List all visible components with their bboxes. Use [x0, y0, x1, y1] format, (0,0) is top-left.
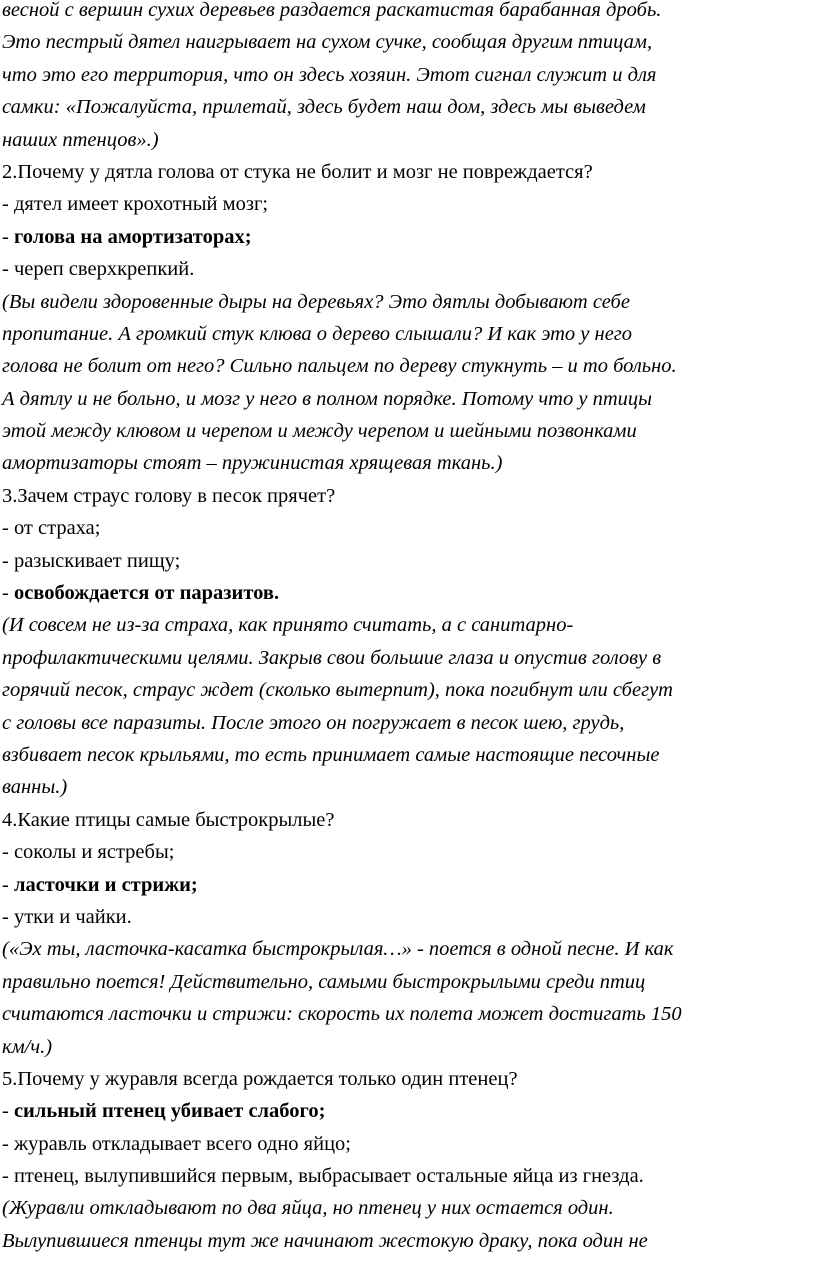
option-text-correct: сильный птенец убивает слабого;	[13, 1100, 326, 1123]
question-text: Почему у дятла голова от стука не болит и мозг не повреждается?	[17, 160, 593, 183]
question-number: 3.	[2, 484, 18, 507]
commentary-line: наших птенцов».)	[2, 128, 159, 151]
option-dash: -	[2, 841, 14, 864]
quiz-question	[2, 1063, 814, 1257]
question-text: Какие птицы самые быстрокрылые?	[17, 808, 335, 831]
question-number: 5.	[2, 1067, 18, 1090]
commentary-line: этой между клювом и черепом и между черепом и шейными позвонками	[2, 420, 637, 443]
question-heading	[2, 156, 814, 188]
option-text-correct: ласточки и стрижи;	[13, 873, 198, 896]
question-heading	[2, 804, 814, 836]
answer-option	[2, 545, 814, 577]
quiz-question	[2, 156, 814, 480]
answer-option-correct	[2, 1095, 814, 1127]
commentary-paragraph	[2, 0, 814, 156]
option-text: соколы и ястребы;	[13, 841, 175, 864]
question-text: Зачем страус голову в песок прячет?	[17, 484, 336, 507]
question-number: 2.	[2, 160, 18, 183]
answer-option	[2, 901, 814, 933]
answer-option	[2, 188, 814, 220]
commentary-line: правильно поется! Действительно, самыми быстрокрылыми среди птиц	[2, 970, 646, 993]
commentary-line: (Вы видели здоровенные дыры на деревьях? Это дятлы добывают себе	[2, 290, 630, 313]
question-text: Почему у журавля всегда рождается только один птенец?	[17, 1067, 518, 1090]
option-dash: -	[2, 258, 14, 281]
commentary-line: (И совсем не из-за страха, как принято считать, а с санитарно-	[2, 614, 574, 637]
question-heading	[2, 480, 814, 512]
document-page	[2, 0, 814, 1257]
option-text: журавль откладывает всего одно яйцо;	[13, 1132, 351, 1155]
commentary-line: считаются ласточки и стрижи: скорость их полета может достигать 150	[2, 1003, 682, 1026]
answer-option	[2, 512, 814, 544]
commentary-line: ванны.)	[2, 776, 68, 799]
answer-option	[2, 1128, 814, 1160]
commentary-line: взбивает песок крыльями, то есть принимает самые настоящие песочные	[2, 743, 660, 766]
commentary-line: (Журавли откладывают по два яйца, но птенец у них остается один.	[2, 1197, 614, 1220]
answer-option	[2, 1160, 814, 1192]
option-text-correct: голова на амортизаторах;	[13, 225, 252, 248]
option-dash: -	[2, 225, 14, 248]
option-dash: -	[2, 549, 14, 572]
commentary-line: («Эх ты, ласточка-касатка быстрокрылая…» - поется в одной песне. И как	[2, 938, 674, 961]
option-text: утки и чайки.	[13, 905, 132, 928]
commentary-line: км/ч.)	[2, 1035, 53, 1058]
commentary-line: А дятлу и не больно, и мозг у него в полном порядке. Потому что у птицы	[2, 387, 653, 410]
answer-option-correct	[2, 577, 814, 609]
option-dash: -	[2, 582, 14, 605]
option-text: разыскивает пищу;	[13, 549, 181, 572]
option-dash: -	[2, 517, 14, 540]
answer-option	[2, 836, 814, 868]
commentary-line: самки: «Пожалуйста, прилетай, здесь будет наш дом, здесь мы выведем	[2, 96, 646, 119]
quiz-question	[2, 480, 814, 804]
question-number: 4.	[2, 808, 18, 831]
option-dash: -	[2, 193, 14, 216]
option-text: череп сверхкрепкий.	[13, 258, 195, 281]
option-dash: -	[2, 873, 14, 896]
question-heading	[2, 1063, 814, 1095]
option-dash: -	[2, 1132, 14, 1155]
option-text: дятел имеет крохотный мозг;	[13, 193, 269, 216]
commentary-line: амортизаторы стоят – пружинистая хрящевая ткань.)	[2, 452, 503, 475]
commentary-line: профилактическими целями. Закрыв свои большие глаза и опустив голову в	[2, 646, 662, 669]
commentary-line: весной с вершин сухих деревьев раздается раскатистая барабанная дробь.	[2, 0, 662, 21]
quiz-question	[2, 804, 814, 1063]
commentary-line: горячий песок, страус ждет (сколько вытерпит), пока погибнут или сбегут	[2, 679, 673, 702]
commentary-line: Вылупившиеся птенцы тут же начинают жестокую драку, пока один не	[2, 1229, 648, 1252]
answer-option	[2, 253, 814, 285]
commentary-line: с головы все паразиты. После этого он погружает в песок шею, грудь,	[2, 711, 625, 734]
commentary-line: голова не болит от него? Сильно пальцем по дереву стукнуть – и то больно.	[2, 355, 677, 378]
commentary-line: что это его территория, что он здесь хозяин. Этот сигнал служит и для	[2, 63, 657, 86]
commentary-line: Это пестрый дятел наигрывает на сухом сучке, сообщая другим птицам,	[2, 31, 653, 54]
option-dash: -	[2, 1165, 14, 1188]
option-text: птенец, вылупившийся первым, выбрасывает остальные яйца из гнезда.	[13, 1165, 644, 1188]
option-text-correct: освобождается от паразитов.	[13, 582, 280, 605]
option-dash: -	[2, 1100, 14, 1123]
commentary-line: пропитание. А громкий стук клюва о дерево слышали? И как это у него	[2, 322, 633, 345]
answer-option-correct	[2, 221, 814, 253]
option-dash: -	[2, 905, 14, 928]
answer-option-correct	[2, 869, 814, 901]
option-text: от страха;	[13, 517, 101, 540]
